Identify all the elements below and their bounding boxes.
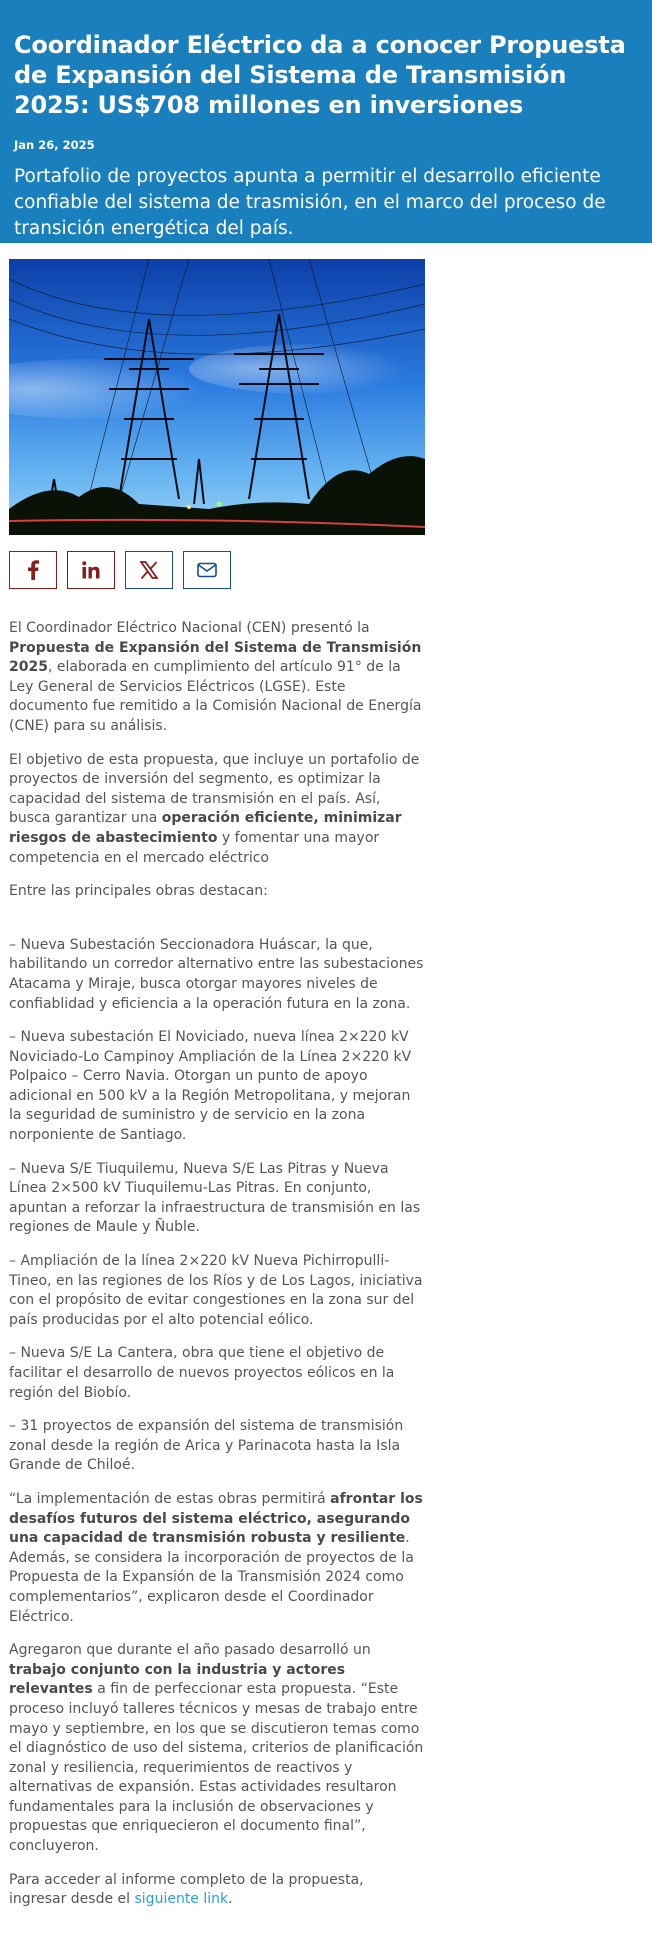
paragraph: Entre las principales obras destacan: [9,883,268,900]
share-bar [9,551,425,589]
list-item: – Ampliación de la línea 2×220 kV Nueva Pichirropulli-Tineo, en las regiones de los Ríos y de Los Lagos, iniciativa con el propósito de evitar congestiones en la zona sur del país producidas por el alto potencial eólico. [9,1253,423,1328]
list-item: – Nueva Subestación Seccionadora Huáscar, la que, habilitando un corredor alternativo entre las subestaciones Atacama y Miraje, busca otorgar mayores niveles de confiablidad y eficiencia a la operación futura en la zona. [9,936,424,1012]
facebook-icon [26,560,40,580]
paragraph: El Coordinador Eléctrico Nacional (CEN) presentó la Propuesta de Expansión del Sistema de Transmisión 2025, elaborada en cumplimiento del artículo 91° de la Ley General de Servicios Eléctricos (LGSE). Este documento fue remitido a la Comisión Nacional de Energía (CNE) para su análisis. [9,620,422,734]
share-x-button[interactable] [125,551,173,589]
email-icon [197,562,217,578]
report-link[interactable]: siguiente link [134,1891,229,1908]
list-item: – Nueva S/E Tiuquilemu, Nueva S/E Las Pitras y Nueva Línea 2×500 kV Tiuquilemu-Las Pitras. En conjunto, apuntan a reforzar la infraestructura de transmisión en las regiones de Maule y Ñuble. [9,1160,421,1236]
list-item: – Nueva S/E La Cantera, obra que tiene el objetivo de facilitar el desarrollo de nuevos proyectos eólicos en la región del Biobío. [9,1345,395,1401]
paragraph: Agregaron que durante el año pasado desarrolló un trabajo conjunto con la industria y actores relevantes a fin de perfeccionar esta propuesta. “Este proceso incluyó talleres técnicos y mesas de trabajo entre mayo y septiembre, en los que se discutieron temas como el diagnóstico de uso del sistema, criterios de planificación zonal y resiliencia, requerimientos de reactivos y alternativas de expansión. Estas actividades resultaron fundamentales para la inclusión de observaciones y propuestas que enriquecieron el documento final”, concluyeron. [9,1642,424,1855]
paragraph: El objetivo de esta propuesta, que incluye un portafolio de proyectos de inversión del segmento, es optimizar la capacidad del sistema de transmisión en el país. Así, busca garantizar una operación eficiente, minimizar riesgos de abastecimiento y fomentar una mayor competencia en el mercado eléctrico [9,751,420,866]
share-facebook-button[interactable] [9,551,57,589]
article-header [0,0,652,243]
list-item: – 31 proyectos de expansión del sistema de transmisión zonal desde la región de Arica y Parinacota hasta la Isla Grande de Chiloé. [9,1418,404,1474]
linkedin-icon [82,561,100,579]
list-item: – Nueva subestación El Noviciado, nueva línea 2×220 kV Noviciado-Lo Campinoy Ampliación de la Línea 2×220 kV Polpaico – Cerro Navia. Otorgan un punto de apoyo adicional en 500 kV a la Región Metropolitana, y mejoran la seguridad de suministro y de servicio en la zona norponiente de Santiago. [9,1029,412,1144]
x-icon [140,561,158,579]
page-title: Coordinador Eléctrico da a conocer Propuesta de Expansión del Sistema de Transmisión 2025: US$708 millones en inversiones [14,31,626,119]
transmission-towers-photo [9,259,425,535]
article-text [9,619,425,1910]
quote-paragraph: “La implementación de estas obras permitirá afrontar los desafíos futuros del sistema eléctrico, asegurando una capacidad de transmisión robusta y resiliente. Además, se considera la incorporación de proyectos de la Propuesta de la Expansión de la Transmisión 2024 como complementarios”, explicaron desde el Coordinador Eléctrico. [9,1490,423,1625]
share-linkedin-button[interactable] [67,551,115,589]
article-body [9,259,425,1924]
paragraph: Para acceder al informe completo de la propuesta, ingresar desde el siguiente link. [9,1871,364,1908]
share-email-button[interactable] [183,551,231,589]
article-subtitle: Portafolio de proyectos apunta a permitir el desarrollo eficiente confiable del sistema de trasmisión, en el marco del proceso de transición energética del país. [14,166,606,239]
publish-date: Jan 26, 2025 [14,138,95,152]
